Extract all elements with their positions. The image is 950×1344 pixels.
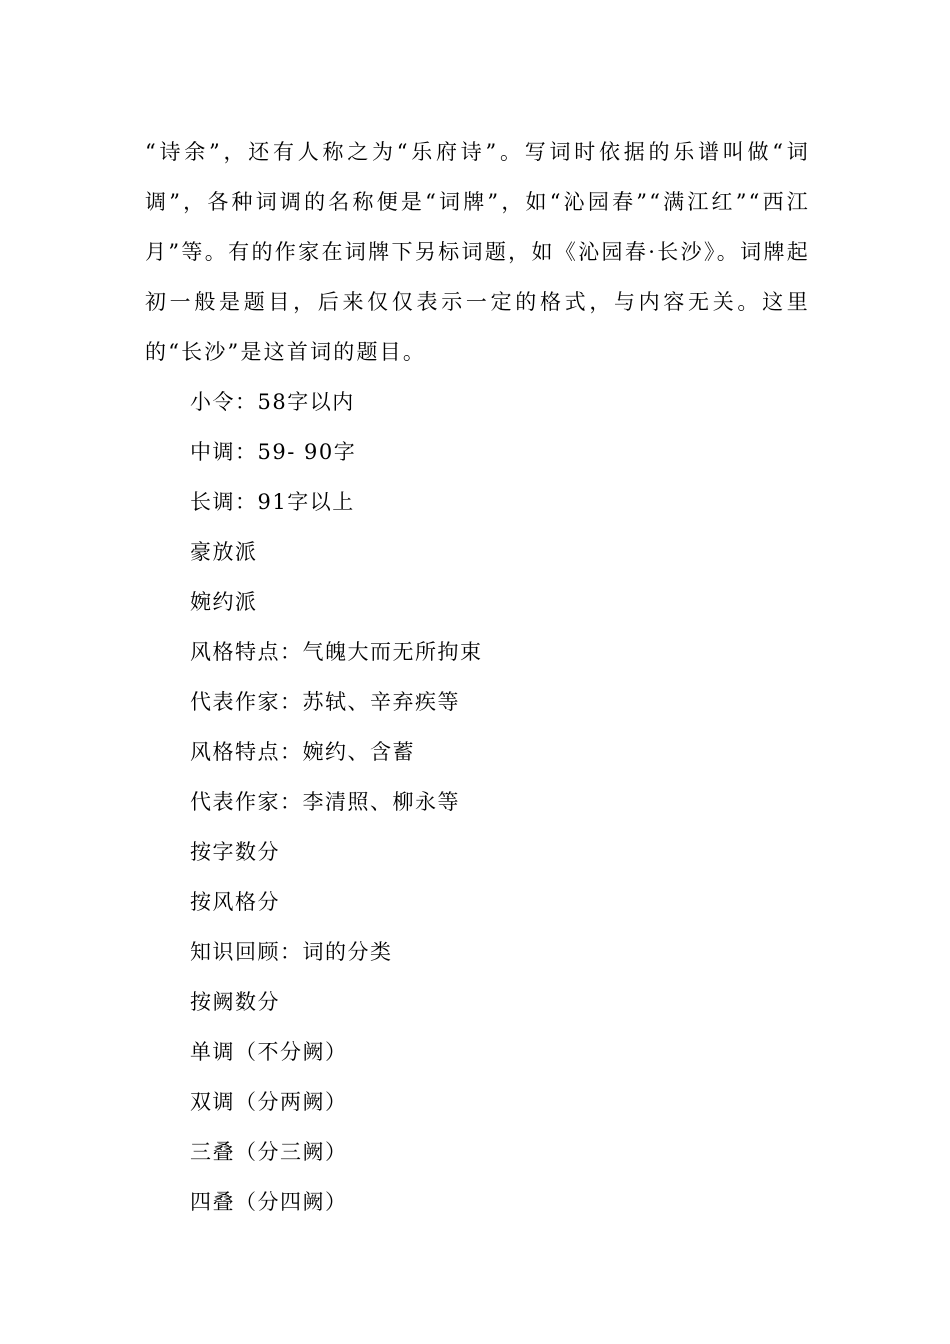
list-item: 按字数分 (190, 840, 280, 864)
list-item: 双调（分两阙） (190, 1090, 348, 1114)
list-item: 小令：58字以内 (190, 390, 355, 414)
list-item: 按风格分 (190, 890, 280, 914)
intro-paragraph: “诗余”，还有人称之为“乐府诗”。写词时依据的乐谱叫做“词调”，各种词调的名称便是“词牌”，如“沁园春”“满江红”“西江月”等。有的作家在词牌下另标词题，如《沁园春·长沙》。词牌起初一般是题目，后来仅仅表示一定的格式，与内容无关。这里的“长沙”是这首词的题目。 (145, 140, 810, 364)
list-item: 长调：91字以上 (190, 490, 355, 514)
list-item: 中调：59- 90字 (190, 440, 357, 464)
list-item: 按阙数分 (190, 990, 280, 1014)
list-item: 婉约派 (190, 590, 258, 614)
list-item: 风格特点：婉约、含蓄 (190, 740, 415, 764)
document-page (145, 127, 810, 1227)
list-item: 豪放派 (190, 540, 258, 564)
list-item: 三叠（分三阙） (190, 1140, 348, 1164)
list-item: 四叠（分四阙） (190, 1190, 348, 1214)
list-item: 单调（不分阙） (190, 1040, 348, 1064)
list-item: 知识回顾：词的分类 (190, 940, 393, 964)
list-item: 代表作家：苏轼、辛弃疾等 (190, 690, 460, 714)
classification-list (145, 377, 810, 1227)
list-item: 风格特点：气魄大而无所拘束 (190, 640, 483, 664)
list-item: 代表作家：李清照、柳永等 (190, 790, 460, 814)
